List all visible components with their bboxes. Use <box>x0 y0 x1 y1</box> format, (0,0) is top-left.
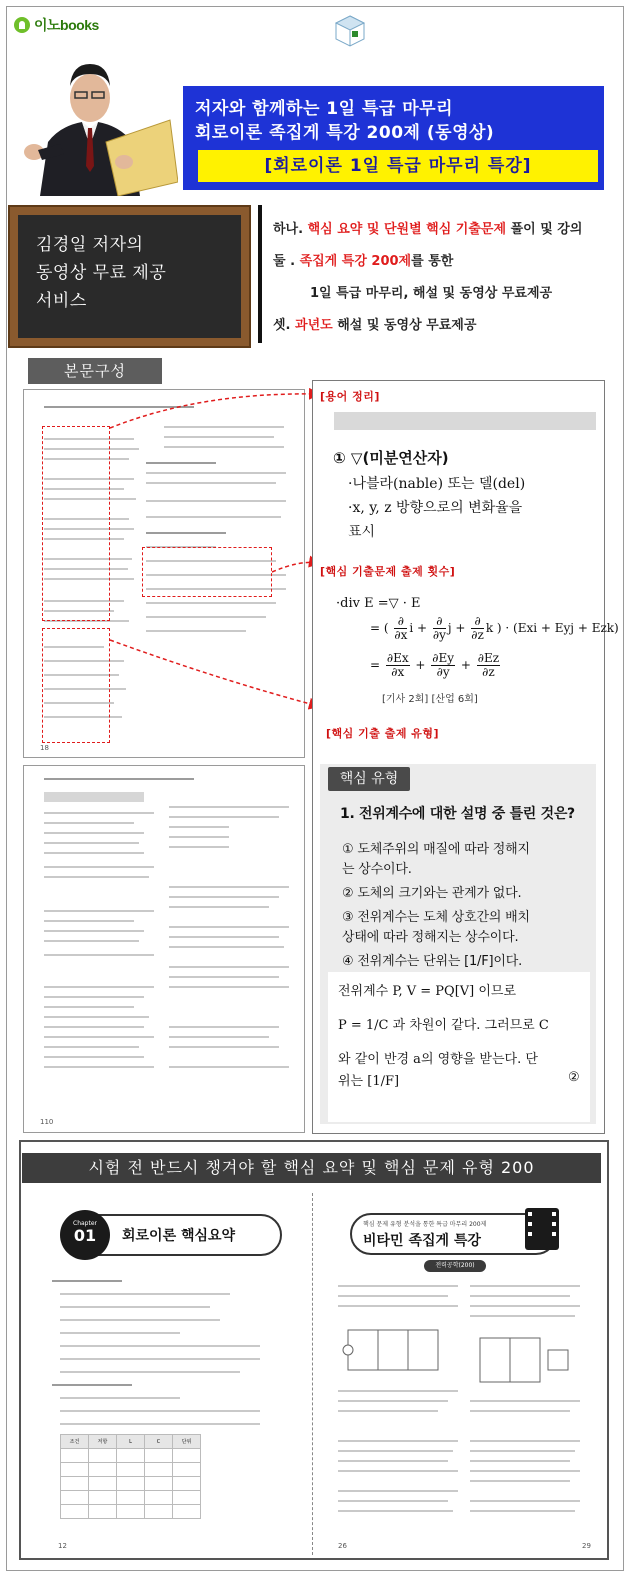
text-line <box>44 940 139 942</box>
service-highlight: 핵심 요약 및 단원별 핵심 기출문제 <box>307 222 507 237</box>
service-item <box>310 282 552 301</box>
formula-line-3: = $\frac{\partial Ex}{\partial x}$ + $\frac{\partial Ey}{\partial y}$ + $\frac{\partial Ez}{\partial z}$ <box>370 651 500 679</box>
terms-line: ·나블라(nable) 또는 델(del) <box>348 476 526 492</box>
formula-lhs: ·div E =▽ · E <box>336 596 421 611</box>
text-line <box>60 1397 180 1399</box>
text-line <box>338 1450 453 1452</box>
chapter-number: 01 <box>73 1226 97 1245</box>
text-line <box>169 816 279 818</box>
highlight-box <box>142 547 272 597</box>
circuit-diagram <box>338 1320 448 1380</box>
text-line <box>44 866 154 868</box>
text-line <box>44 1056 144 1058</box>
logo-text: 이노books <box>34 17 99 33</box>
text-line <box>169 976 279 978</box>
tag-freq: [핵심 기출문제 출제 횟수] <box>320 565 456 578</box>
board-line: 동영상 무료 제공 <box>36 263 167 283</box>
text-line <box>470 1510 575 1512</box>
answer-mark: ② <box>568 1070 580 1085</box>
text-line <box>169 946 284 948</box>
text-line <box>60 1319 220 1321</box>
text-line <box>169 1026 279 1028</box>
text-line <box>44 832 144 834</box>
text-line <box>44 954 154 956</box>
text-line <box>470 1295 570 1297</box>
service-suffix: 해설 및 동영상 무료제공 <box>332 318 477 333</box>
summary-table <box>60 1434 201 1519</box>
text-line <box>169 896 279 898</box>
hero-line-2: 회로이론 족집게 특강 200제 (동영상) <box>195 123 495 143</box>
text-line <box>338 1440 458 1442</box>
text-line <box>44 1016 149 1018</box>
text-line <box>169 906 269 908</box>
text-line <box>44 920 134 922</box>
book-page-2 <box>23 765 305 1133</box>
text-line <box>60 1332 180 1334</box>
highlight-box <box>42 426 110 621</box>
text-line <box>44 986 154 988</box>
text-line <box>470 1305 580 1307</box>
text-line <box>169 1036 269 1038</box>
board-line: 서비스 <box>36 291 87 311</box>
cube-icon <box>333 14 367 48</box>
text-line <box>338 1400 448 1402</box>
tag-types: [핵심 기출 출제 유형] <box>326 727 440 740</box>
text-line <box>169 1066 289 1068</box>
text-line <box>146 500 286 502</box>
text-line <box>470 1460 570 1462</box>
text-line <box>470 1410 570 1412</box>
page-number: 12 <box>58 1542 67 1550</box>
text-line <box>44 1006 134 1008</box>
service-highlight: 과년도 <box>295 318 333 333</box>
service-suffix: 1일 특급 마무리, 해설 및 동영상 무료제공 <box>310 286 553 301</box>
text-line <box>52 1280 122 1282</box>
chapter-name: 회로이론 핵심요약 <box>122 1228 236 1244</box>
text-line <box>44 778 194 780</box>
text-line <box>338 1390 458 1392</box>
text-line <box>169 986 289 988</box>
text-line <box>470 1315 575 1317</box>
terms-strip <box>334 412 596 430</box>
vitamin-subtitle: 핵심 문제 유형 분석을 통한 특급 마무리 200제 <box>363 1221 487 1228</box>
answer-option: ② 도체의 크기와는 관계가 없다. <box>342 886 522 901</box>
section-label: 본문구성 <box>28 358 162 384</box>
terms-line: ·x, y, z 방향으로의 변화율을 <box>348 500 523 516</box>
answer-option: ① 도체주위의 매질에 따라 정해지 <box>342 842 530 857</box>
text-line <box>169 826 229 828</box>
text-line <box>44 1026 144 1028</box>
blackboard-panel <box>8 205 251 348</box>
text-line <box>146 616 266 618</box>
text-line <box>169 966 289 968</box>
exam-reference: [기사 2회] [산업 6회] <box>382 694 478 705</box>
answer-option: ③ 전위계수는 도체 상호간의 배치 <box>342 910 530 925</box>
table-row <box>61 1449 201 1463</box>
page-number: 18 <box>40 744 49 752</box>
service-item <box>273 218 582 237</box>
text-line <box>44 822 134 824</box>
page-number: 26 <box>338 1542 347 1550</box>
film-icon <box>525 1208 559 1250</box>
text-line <box>338 1285 458 1287</box>
table-cell: 저항 <box>89 1435 117 1449</box>
explanation-line: P = 1/C 과 차원이 같다. 그러므로 C <box>338 1018 549 1033</box>
text-line <box>338 1490 458 1492</box>
circuit-diagram <box>470 1330 580 1390</box>
table-row <box>61 1477 201 1491</box>
table-cell: 조건 <box>61 1435 89 1449</box>
text-line <box>338 1500 448 1502</box>
chapter-label: Chapter <box>73 1220 97 1227</box>
text-line <box>169 836 229 838</box>
text-line <box>146 532 226 534</box>
hero-subtitle: [회로이론 1일 특급 마무리 특강] <box>198 150 598 182</box>
text-line <box>470 1440 580 1442</box>
text-line <box>44 910 154 912</box>
subject-pill: 전력공학(200) <box>424 1260 486 1272</box>
hero-line-1: 저자와 함께하는 1일 특급 마무리 <box>195 99 453 119</box>
text-line <box>338 1305 458 1307</box>
text-line <box>146 516 281 518</box>
text-line <box>470 1285 580 1287</box>
text-line <box>146 472 286 474</box>
explanation-line: 위는 [1/F] <box>338 1074 400 1089</box>
column-separator <box>312 1193 313 1555</box>
table-cell: 단위 <box>173 1435 201 1449</box>
page-number: 29 <box>582 1542 591 1550</box>
text-line <box>169 1046 279 1048</box>
text-line <box>470 1450 575 1452</box>
service-prefix: 둘 . <box>273 254 300 269</box>
text-line <box>169 926 289 928</box>
text-line <box>60 1293 230 1295</box>
section-strip <box>44 792 144 802</box>
highlight-box <box>42 628 110 743</box>
text-line <box>338 1510 453 1512</box>
text-line <box>169 886 289 888</box>
chapter-badge <box>60 1210 110 1260</box>
text-line <box>44 930 144 932</box>
text-line <box>60 1371 240 1373</box>
text-line <box>44 842 139 844</box>
text-line <box>60 1358 260 1360</box>
text-line <box>146 462 216 464</box>
text-line <box>470 1480 570 1482</box>
answer-option: 상태에 따라 정해지는 상수이다. <box>342 930 519 945</box>
formula-line-2: = ( $\frac{\partial}{\partial x}$ i + $\frac{\partial}{\partial y}$ j + $\frac{\partial}{\partial z}$ k ) · (Exi + Eyj + Ezk) <box>370 614 619 642</box>
terms-heading: ① ▽(미분연산자) <box>333 449 449 467</box>
text-line <box>60 1345 260 1347</box>
text-line <box>44 812 154 814</box>
table-row <box>61 1505 201 1519</box>
service-item <box>273 314 476 333</box>
question-title: 1. 전위계수에 대한 설명 중 틀린 것은? <box>340 806 575 822</box>
service-suffix: 를 통한 <box>411 254 454 269</box>
tag-terms: [용어 정리] <box>320 390 380 403</box>
table-row <box>61 1435 201 1449</box>
text-line <box>164 446 284 448</box>
service-suffix: 풀이 및 강의 <box>506 222 583 237</box>
answer-option: ④ 전위계수는 단위는 [1/F]이다. <box>342 954 523 969</box>
core-type-title: 핵심 유형 <box>328 767 410 791</box>
text-line <box>470 1400 580 1402</box>
text-line <box>44 406 194 408</box>
text-line <box>164 426 284 428</box>
text-line <box>338 1470 458 1472</box>
table-cell: C <box>145 1435 173 1449</box>
brand-logo <box>14 14 99 36</box>
text-line <box>164 436 274 438</box>
text-line <box>60 1423 260 1425</box>
board-line: 김경일 저자의 <box>36 235 144 255</box>
table-row <box>61 1491 201 1505</box>
text-line <box>338 1295 448 1297</box>
answer-option: 는 상수이다. <box>342 862 412 877</box>
text-line <box>146 482 276 484</box>
text-line <box>169 806 289 808</box>
page-number: 110 <box>40 1118 54 1126</box>
text-line <box>44 1046 139 1048</box>
logo-icon <box>14 17 30 33</box>
terms-line: 표시 <box>348 524 376 540</box>
text-line <box>60 1306 210 1308</box>
service-item <box>273 250 453 269</box>
bottom-title: 시험 전 반드시 챙겨야 할 핵심 요약 및 핵심 문제 유형 200 <box>22 1153 601 1183</box>
author-photo <box>20 46 178 196</box>
text-line <box>470 1470 580 1472</box>
text-line <box>44 852 144 854</box>
text-line <box>470 1500 580 1502</box>
text-line <box>338 1460 448 1462</box>
service-prefix: 하나. <box>273 222 308 237</box>
text-line <box>60 1410 260 1412</box>
text-line <box>44 1066 154 1068</box>
text-line <box>44 1036 154 1038</box>
text-line <box>146 602 276 604</box>
text-line <box>338 1410 438 1412</box>
text-line <box>44 996 144 998</box>
text-line <box>169 936 279 938</box>
table-row <box>61 1463 201 1477</box>
text-line <box>169 846 229 848</box>
service-highlight: 족집게 특강 200제 <box>299 254 412 269</box>
service-prefix: 셋. <box>273 318 296 333</box>
text-line <box>146 630 246 632</box>
explanation-line: 와 같이 반경 a의 영향을 받는다. 단 <box>338 1052 538 1067</box>
text-line <box>52 1384 132 1386</box>
table-cell: L <box>117 1435 145 1449</box>
explanation-line: 전위계수 P, V = PQ[V] 이므로 <box>338 984 517 999</box>
vitamin-title: 비타민 족집게 특강 <box>363 1233 481 1249</box>
text-line <box>44 876 149 878</box>
divider-bar <box>258 205 262 343</box>
blackboard-surface <box>18 215 241 338</box>
